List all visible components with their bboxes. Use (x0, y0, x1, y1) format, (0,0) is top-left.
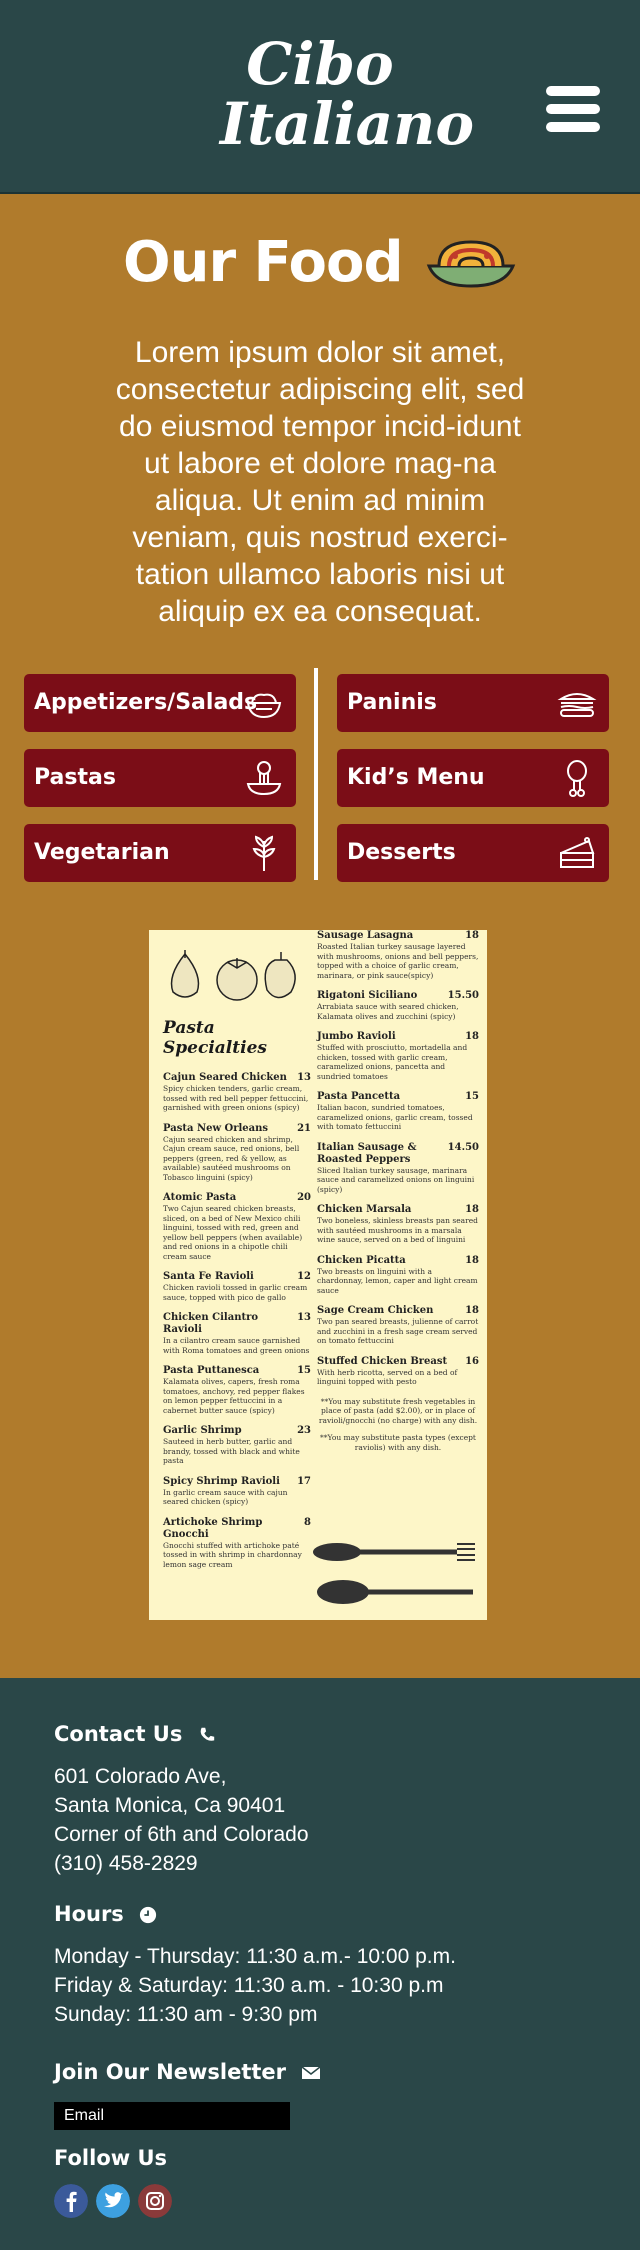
menu-item-desc: Two Cajun seared chicken breasts, sliced, on a bed of New Mexico chili linguini, tossed with red, green and yellow bell peppers (when available) and red onions in a chipotle chili cream sauce (163, 1204, 303, 1261)
hours-line-1: Monday - Thursday: 11:30 a.m.- 10:00 p.m. (54, 1945, 456, 1968)
envelope-icon (301, 2065, 321, 2081)
menu-item-name: Chicken Cilantro Ravioli (163, 1312, 259, 1335)
menu-item (317, 930, 479, 980)
menu-item-name: Chicken Marsala (317, 1204, 412, 1215)
intro-text: Lorem ipsum dolor sit amet, consectetur adipiscing elit, sed do eiusmod tempor incid-idunt ut labore et dolore mag-na aliqua. Ut enim ad minim veniam, quis nostrud exerci-tation ullamco laboris nisi ut aliquip ex ea consequat. (115, 336, 525, 628)
menu-item-price: 18 (465, 1254, 479, 1266)
menu-item (317, 1356, 479, 1387)
twitter-icon[interactable] (96, 2184, 130, 2218)
salad-bowl-icon (244, 683, 284, 723)
email-input[interactable] (54, 2102, 290, 2130)
menu-item-name: Chicken Picatta (317, 1254, 406, 1266)
menu-item-price: 8 (304, 1516, 311, 1528)
follow-title: Follow Us (54, 2146, 168, 2170)
phone-icon (198, 1726, 216, 1744)
section-heading (0, 230, 640, 295)
menu-item-name: Santa Fe Ravioli (163, 1271, 254, 1282)
menu-item-price: 15 (465, 1091, 479, 1102)
address-line-1: 601 Colorado Ave, (54, 1765, 227, 1788)
category-label: Paninis (347, 690, 437, 715)
menu-item-name: Sage Cream Chicken (317, 1305, 434, 1316)
contact-info (54, 1762, 309, 1878)
menu-item-price: 23 (297, 1425, 311, 1436)
clock-icon (139, 1906, 157, 1924)
menu-item (163, 1517, 311, 1570)
category-button-pastas[interactable] (24, 749, 296, 807)
menu-item (163, 1425, 311, 1466)
page-title: Our Food (122, 230, 403, 295)
cake-slice-icon (557, 833, 597, 873)
menu-item-desc: Cajun seared chicken and shrimp, Cajun cream sauce, red onions, bell peppers (green, red & yellow, as available) sautéed mushrooms on Tobasco linguini (spicy) (163, 1134, 300, 1182)
menu-title: Pasta Specialties (163, 1018, 267, 1058)
menu-item-desc: In a cilantro cream sauce garnished with Roma tomatoes and green onions (163, 1336, 310, 1355)
newsletter-heading (54, 2060, 321, 2084)
menu-item-name: Italian Sausage & Roasted Peppers (317, 1141, 417, 1165)
menu-item-name: Spicy Shrimp Ravioli (163, 1475, 280, 1487)
hours-line-2: Friday & Saturday: 11:30 a.m. - 10:30 p.m (54, 1974, 444, 1997)
menu-item-name: Pasta Pancetta (317, 1091, 401, 1102)
menu-item-desc: Two boneless, skinless breasts pan seared with sautéed mushrooms in a marsala wine sauce, served on a bed of linguini (317, 1216, 478, 1244)
menu-item-desc: Stuffed with prosciutto, mortadella and chicken, tossed with garlic cream, caramelized onions, pancetta and sundried tomatoes (317, 1043, 468, 1081)
menu-item-desc: Arrabiata sauce with seared chicken, Kalamata olives and zucchini (spicy) (317, 1002, 459, 1021)
follow-heading (54, 2146, 167, 2170)
menu-item-desc: Sauteed in herb butter, garlic and brandy, tossed with black and white pasta (163, 1437, 300, 1465)
menu-item-name: Rigatoni Siciliano (317, 990, 418, 1001)
menu-item-desc: Roasted Italian turkey sausage layered with mushrooms, onions and bell peppers, topped with a choice of garlic cream, marinara, or pink sauce(spicy) (317, 942, 479, 980)
menu-item (317, 1142, 479, 1195)
hamburger-icon[interactable] (546, 86, 600, 132)
hours-info (54, 1942, 456, 2029)
menu-item-price: 18 (465, 1305, 479, 1316)
menu-item (163, 1312, 311, 1355)
site-footer (0, 1678, 640, 2250)
menu-item (317, 990, 479, 1021)
menu-item-price: 13 (297, 1072, 311, 1083)
menu-item-price: 12 (297, 1271, 311, 1282)
menu-item (163, 1271, 311, 1302)
menu-item-price: 16 (465, 1355, 479, 1367)
food-section (0, 194, 640, 1678)
site-logo[interactable] (220, 30, 475, 158)
logo-line-2: Italiano (220, 90, 475, 158)
menu-item-desc: Sliced Italian turkey sausage, marinara sauce and caramelized onions on linguini (spicy) (317, 1165, 475, 1194)
contact-heading (54, 1722, 216, 1746)
menu-item (163, 1365, 311, 1415)
category-label: Kid’s Menu (347, 765, 485, 790)
logo-line-1: Cibo (246, 30, 394, 98)
menu-note: **You may substitute pasta types (except raviolis) with any dish. (320, 1433, 476, 1452)
category-button-desserts[interactable] (337, 824, 609, 882)
category-button-appetizers[interactable] (24, 674, 296, 732)
category-label: Desserts (347, 840, 456, 865)
menu-item-name: Atomic Pasta (163, 1192, 237, 1203)
category-label: Appetizers/Salads (34, 690, 258, 715)
hours-line-3: Sunday: 11:30 am - 9:30 pm (54, 2003, 318, 2026)
menu-item-name: Stuffed Chicken Breast (317, 1355, 448, 1367)
menu-item-price: 18 (465, 1031, 479, 1042)
menu-item-desc: Italian bacon, sundried tomatoes, caramelized onions, garlic cream, tossed with tomato fettuccini (317, 1103, 473, 1131)
herb-icon (244, 833, 284, 873)
category-label: Pastas (34, 765, 116, 790)
menu-item-price: 17 (297, 1475, 311, 1487)
menu-item (317, 1204, 479, 1245)
hamburger-bar (546, 122, 600, 132)
category-button-vegetarian[interactable] (24, 824, 296, 882)
category-button-paninis[interactable] (337, 674, 609, 732)
category-label: Vegetarian (34, 840, 170, 865)
address-line-3: Corner of 6th and Colorado (54, 1823, 309, 1846)
menu-item (163, 1192, 311, 1261)
menu-item (317, 1305, 479, 1346)
category-divider (314, 668, 318, 880)
menu-item-price: 15.50 (447, 990, 479, 1001)
menu-item-desc: Two breasts on linguini with a chardonnay, lemon, caper and light cream sauce (317, 1266, 478, 1295)
newsletter-title: Join Our Newsletter (54, 2060, 287, 2084)
menu-item-desc: Spicy chicken tenders, garlic cream, tossed with red bell pepper fettuccini, garnished with green onions (spicy) (163, 1084, 309, 1112)
menu-right-column (317, 930, 479, 1460)
menu-item (317, 1091, 479, 1132)
contact-title: Contact Us (54, 1722, 183, 1746)
menu-item-desc: With herb ricotta, served on a bed of linguini topped with pesto (317, 1367, 458, 1386)
facebook-icon[interactable] (54, 2184, 88, 2218)
hours-title: Hours (54, 1902, 124, 1926)
menu-item-desc: Kalamata olives, capers, fresh roma tomatoes, anchovy, red pepper flakes on lemon pepper fettuccini in a cabernet butter sauce (spicy) (163, 1377, 305, 1415)
menu-item-desc: Chicken ravioli tossed in garlic cream sauce, topped with pico de gallo (163, 1283, 308, 1302)
menu-item (163, 1476, 311, 1507)
sandwich-icon (557, 683, 597, 723)
menu-item (163, 1123, 311, 1183)
menu-item-name: Garlic Shrimp (163, 1425, 242, 1436)
menu-left-column (163, 940, 311, 1579)
address-line-2: Santa Monica, Ca 90401 (54, 1794, 286, 1817)
menu-item-desc: In garlic cream sauce with cajun seared chicken (spicy) (163, 1487, 288, 1506)
menu-item (317, 1031, 479, 1081)
phone-number[interactable]: (310) 458-2829 (54, 1852, 198, 1875)
menu-item (163, 1072, 311, 1113)
menu-item-price: 21 (297, 1122, 311, 1134)
site-header (0, 0, 640, 194)
menu-item-name: Artichoke Shrimp Gnocchi (163, 1516, 263, 1540)
menu-item-name: Jumbo Ravioli (317, 1031, 396, 1042)
menu-item-name: Sausage Lasagna (317, 930, 414, 941)
spaghetti-icon (244, 758, 284, 798)
drumstick-icon (557, 758, 597, 798)
hamburger-bar (546, 104, 600, 114)
menu-note: **You may substitute fresh vegetables in place of pasta (add $2.00), or in place of ravioli/gnocchi (no charge) with any dish. (318, 1396, 478, 1425)
menu-item-price: 13 (297, 1312, 311, 1323)
menu-item (317, 1255, 479, 1296)
hours-heading (54, 1902, 157, 1926)
menu-item-desc: Two pan seared breasts, julienne of carrot and zucchini in a fresh sage cream served on tomato fettuccini (317, 1317, 479, 1345)
menu-item-price: 20 (297, 1192, 311, 1203)
instagram-icon[interactable] (138, 2184, 172, 2218)
menu-item-price: 18 (465, 1204, 479, 1215)
menu-item-name: Pasta Puttanesca (163, 1365, 260, 1376)
menu-item-name: Pasta New Orleans (163, 1122, 269, 1134)
menu-item-price: 15 (297, 1365, 311, 1376)
menu-item-price: 14.50 (447, 1141, 479, 1153)
pasta-menu-card (149, 930, 487, 1620)
menu-item-price: 18 (465, 930, 479, 941)
fork-spoon-illustration (307, 1534, 479, 1614)
menu-item-name: Cajun Seared Chicken (163, 1072, 287, 1083)
category-button-kids-menu[interactable] (337, 749, 609, 807)
pasta-bowl-icon (425, 236, 517, 290)
hamburger-bar (546, 86, 600, 96)
menu-item-desc: Gnocchi stuffed with artichoke paté tossed in with shrimp in chardonnay lemon sage cream (163, 1540, 302, 1569)
